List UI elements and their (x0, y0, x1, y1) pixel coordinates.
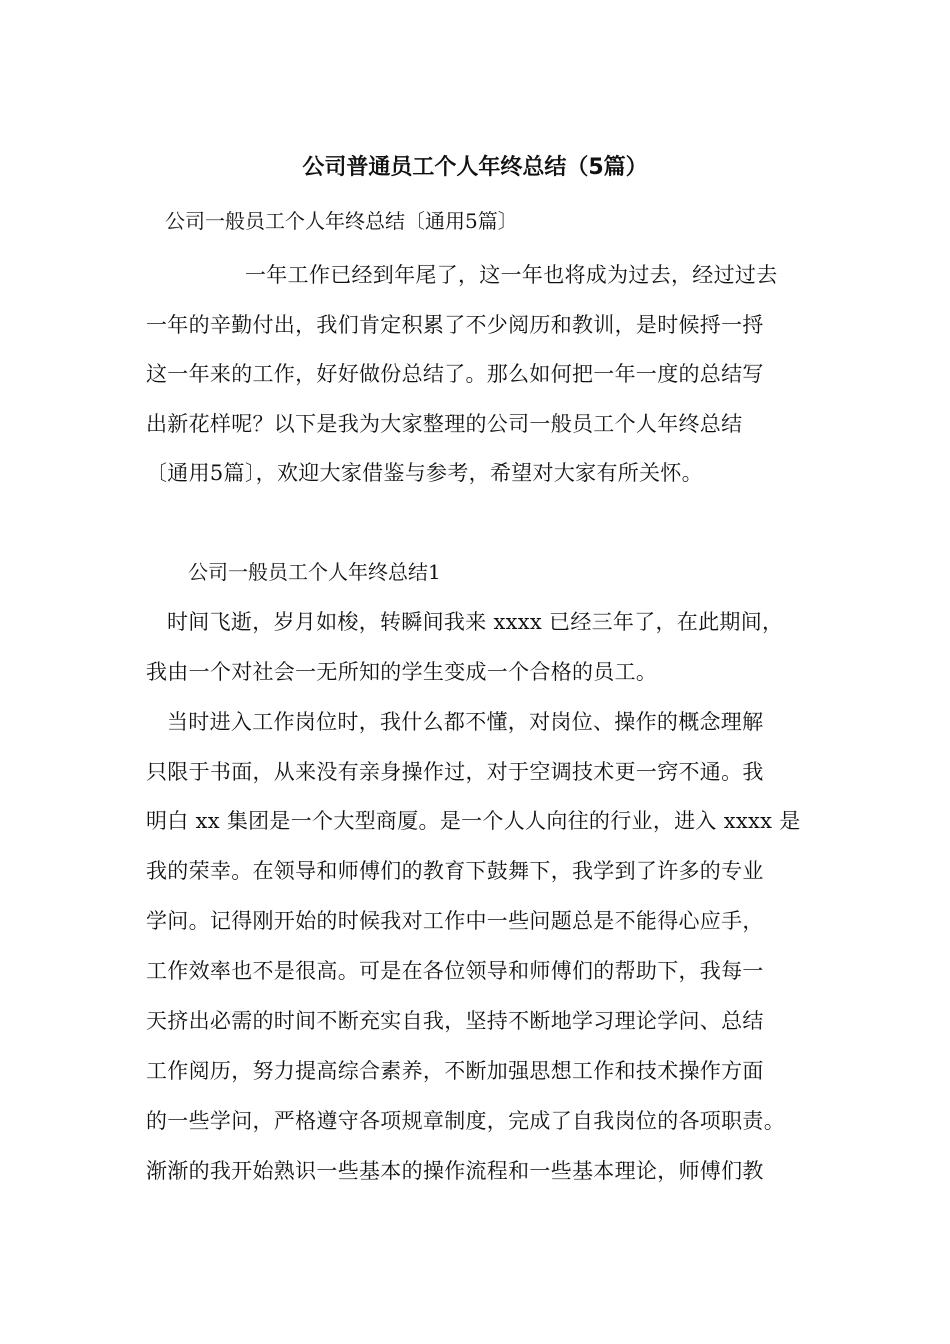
body-line: 时间飞逝，岁月如梭，转瞬间我来 xxxx 已经三年了，在此期间， (167, 610, 784, 634)
document-title: 公司普通员工个人年终总结（5篇） (302, 155, 648, 180)
body-line: 我由一个对社会一无所知的学生变成一个合格的员工。 (146, 660, 658, 684)
body-line: 工作阅历，努力提高综合素养，不断加强思想工作和技术操作方面 (146, 1059, 764, 1083)
intro-line: 一年工作已经到年尾了，这一年也将成为过去，经过过去 (245, 263, 778, 287)
body-line: 的一些学问，严格遵守各项规章制度，完成了自我岗位的各项职责。 (146, 1109, 785, 1133)
body-line: 工作效率也不是很高。可是在各位领导和师傅们的帮助下，我每一 (146, 959, 764, 983)
body-line: 我的荣幸。在领导和师傅们的教育下鼓舞下，我学到了许多的专业 (146, 859, 764, 883)
body-line: 只限于书面，从来没有亲身操作过，对于空调技术更一窍不通。我 (146, 760, 764, 784)
document-subtitle: 公司一般员工个人年终总结〔通用5篇〕 (165, 209, 518, 233)
body-line: 天挤出必需的时间不断充实自我，坚持不断地学习理论学问、总结 (146, 1009, 764, 1033)
intro-line: 一年的辛勤付出，我们肯定积累了不少阅历和教训，是时候捋一捋 (146, 313, 764, 337)
intro-line: 出新花样呢？以下是我为大家整理的公司一般员工个人年终总结 (146, 412, 743, 436)
intro-line: 这一年来的工作，好好做份总结了。那么如何把一年一度的总结写 (146, 362, 764, 386)
intro-line: 〔通用5篇〕，欢迎大家借鉴与参考，希望对大家有所关怀。 (146, 461, 703, 485)
body-line: 当时进入工作岗位时，我什么都不懂，对岗位、操作的概念理解 (167, 710, 764, 734)
body-line: 明白 xx 集团是一个大型商厦。是一个人人向往的行业，进入 xxxx 是 (146, 809, 801, 833)
body-line: 渐渐的我开始熟识一些基本的操作流程和一些基本理论，师傅们教 (146, 1159, 764, 1183)
section-heading: 公司一般员工个人年终总结1 (188, 560, 441, 584)
body-line: 学问。记得刚开始的时候我对工作中一些问题总是不能得心应手， (146, 909, 764, 933)
